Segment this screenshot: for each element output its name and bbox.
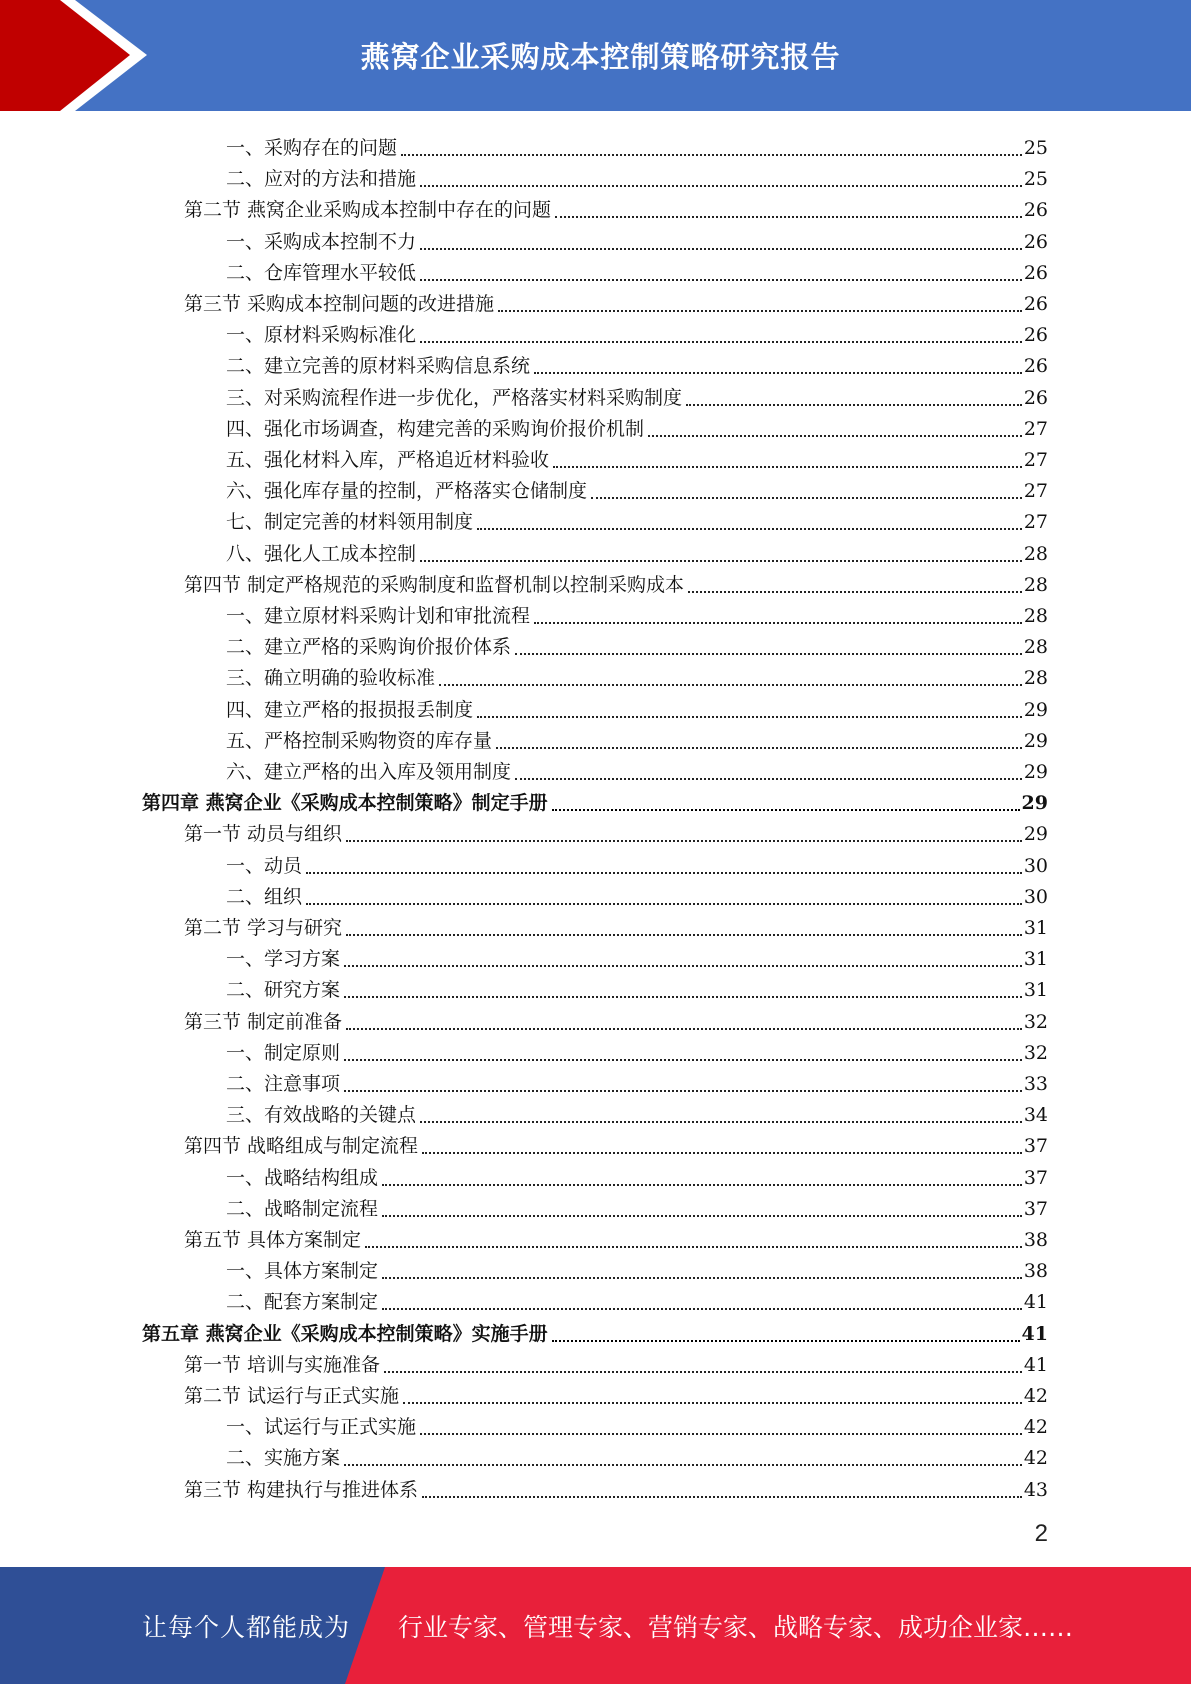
- toc-entry-page: 31: [1023, 917, 1048, 939]
- toc-entry-label: 五、强化材料入库，严格追近材料验收: [226, 449, 550, 471]
- toc-entry-item[interactable]: [226, 410, 1048, 441]
- toc-entry-item[interactable]: [226, 940, 1048, 971]
- toc-entry-page: 27: [1023, 417, 1048, 440]
- toc-entry-item[interactable]: [226, 535, 1048, 566]
- toc-leader-dots: [534, 621, 1022, 624]
- toc-entry-label: 第三节 制定前准备: [184, 1010, 343, 1033]
- toc-entry-page: 25: [1023, 168, 1048, 191]
- toc-entry-label: 第二节 学习与研究: [184, 917, 343, 939]
- toc-entry-item[interactable]: [226, 1159, 1048, 1190]
- toc-entry-label: 五、严格控制采购物资的库存量: [226, 729, 493, 752]
- toc-entry-page: 28: [1023, 605, 1048, 627]
- toc-entry-label: 二、仓库管理水平较低: [226, 261, 417, 284]
- toc-entry-item[interactable]: [226, 379, 1048, 410]
- toc-entry-label: 第三节 构建执行与推进体系: [184, 1478, 419, 1501]
- toc-leader-dots: [420, 559, 1022, 562]
- toc-leader-dots: [365, 1245, 1022, 1248]
- toc-entry-page: 37: [1023, 1166, 1048, 1189]
- toc-entry-page: 29: [1023, 698, 1048, 721]
- toc-entry-page: 26: [1023, 230, 1048, 253]
- toc-leader-dots: [552, 808, 1020, 811]
- toc-leader-dots: [384, 1370, 1022, 1373]
- toc-leader-dots: [553, 465, 1022, 468]
- toc-entry-item[interactable]: [226, 722, 1048, 753]
- toc-entry-label: 一、采购存在的问题: [226, 137, 398, 159]
- toc-entry-section[interactable]: [184, 566, 1048, 597]
- toc-entry-page: 28: [1023, 636, 1048, 659]
- toc-entry-label: 二、战略制定流程: [226, 1197, 379, 1220]
- toc-entry-section[interactable]: [184, 815, 1048, 846]
- toc-entry-section[interactable]: [184, 909, 1048, 940]
- toc-entry-page: 26: [1023, 199, 1048, 222]
- toc-entry-page: 42: [1023, 1447, 1048, 1470]
- toc-entry-item[interactable]: [226, 628, 1048, 659]
- toc-entry-label: 一、制定原则: [226, 1041, 341, 1064]
- toc-entry-page: 38: [1023, 1260, 1048, 1283]
- toc-entry-label: 三、对采购流程作进一步优化，严格落实材料采购制度: [226, 386, 683, 409]
- toc-entry-section[interactable]: [184, 1346, 1048, 1377]
- toc-entry-label: 第五节 具体方案制定: [184, 1229, 362, 1251]
- toc-entry-label: 第四节 制定严格规范的采购制度和监督机制以控制采购成本: [184, 573, 685, 596]
- toc-entry-page: 28: [1023, 542, 1048, 565]
- toc-leader-dots: [686, 403, 1022, 406]
- toc-entry-item[interactable]: [226, 691, 1048, 722]
- toc-entry-page: 25: [1023, 137, 1048, 159]
- toc-entry-item[interactable]: [226, 1034, 1048, 1065]
- toc-entry-section[interactable]: [184, 285, 1048, 316]
- toc-entry-page: 26: [1023, 324, 1048, 347]
- report-title: 燕窝企业采购成本控制策略研究报告: [360, 40, 841, 74]
- toc-entry-page: 38: [1023, 1229, 1048, 1251]
- toc-leader-dots: [403, 1401, 1022, 1404]
- toc-entry-label: 六、建立严格的出入库及领用制度: [226, 761, 512, 783]
- toc-entry-label: 一、具体方案制定: [226, 1260, 379, 1283]
- toc-entry-page: 41: [1023, 1353, 1048, 1376]
- toc-entry-label: 二、实施方案: [226, 1447, 341, 1470]
- toc-entry-item[interactable]: [226, 1190, 1048, 1221]
- toc-entry-page: 41: [1023, 1291, 1048, 1314]
- toc-leader-dots: [422, 1495, 1022, 1498]
- toc-entry-page: 29: [1023, 729, 1048, 752]
- toc-entry-item[interactable]: [226, 503, 1048, 534]
- toc-leader-dots: [420, 278, 1022, 281]
- toc-entry-label: 第四章 燕窝企业《采购成本控制策略》制定手册: [142, 792, 548, 815]
- toc-entry-item[interactable]: [226, 129, 1048, 160]
- toc-leader-dots: [346, 933, 1022, 936]
- toc-leader-dots: [477, 715, 1022, 718]
- toc-entry-page: 32: [1023, 1041, 1048, 1064]
- toc-leader-dots: [420, 184, 1022, 187]
- toc-entry-label: 二、应对的方法和措施: [226, 168, 417, 191]
- toc-entry-item[interactable]: [226, 316, 1048, 347]
- toc-leader-dots: [591, 496, 1022, 499]
- toc-leader-dots: [344, 995, 1022, 998]
- toc-entry-page: 33: [1023, 1073, 1048, 1095]
- toc-leader-dots: [344, 1089, 1022, 1092]
- toc-entry-item[interactable]: [226, 1065, 1048, 1096]
- toc-entry-section[interactable]: [184, 191, 1048, 222]
- toc-entry-page: 37: [1023, 1197, 1048, 1220]
- toc-entry-item[interactable]: [226, 659, 1048, 690]
- toc-entry-label: 四、建立严格的报损报丢制度: [226, 698, 474, 721]
- toc-leader-dots: [306, 871, 1022, 874]
- toc-entry-label: 二、注意事项: [226, 1073, 341, 1095]
- toc-leader-dots: [477, 527, 1022, 530]
- toc-leader-dots: [344, 1058, 1022, 1061]
- toc-entry-label: 二、组织: [226, 885, 303, 908]
- toc-entry-item[interactable]: [226, 472, 1048, 503]
- toc-entry-label: 一、动员: [226, 854, 303, 877]
- toc-leader-dots: [306, 902, 1022, 905]
- toc-entry-label: 二、研究方案: [226, 979, 341, 1002]
- toc-entry-label: 四、强化市场调查，构建完善的采购询价报价机制: [226, 417, 645, 440]
- toc-entry-page: 26: [1023, 355, 1048, 378]
- toc-leader-dots: [420, 1120, 1022, 1123]
- toc-entry-item[interactable]: [226, 441, 1048, 472]
- toc-leader-dots: [346, 839, 1022, 842]
- toc-entry-page: 26: [1023, 261, 1048, 284]
- toc-entry-item[interactable]: [226, 347, 1048, 378]
- toc-entry-item[interactable]: [226, 847, 1048, 878]
- toc-leader-dots: [515, 652, 1022, 655]
- toc-entry-page: 28: [1023, 667, 1048, 690]
- header-arrow-decoration: [0, 0, 150, 111]
- toc-entry-item[interactable]: [226, 1439, 1048, 1470]
- toc-entry-chapter[interactable]: [142, 784, 1048, 815]
- toc-entry-item[interactable]: [226, 160, 1048, 191]
- toc-leader-dots: [401, 153, 1022, 156]
- toc-entry-page: 31: [1023, 979, 1048, 1002]
- toc-leader-dots: [648, 434, 1022, 437]
- toc-entry-label: 八、强化人工成本控制: [226, 542, 417, 565]
- toc-leader-dots: [515, 777, 1022, 780]
- toc-entry-page: 29: [1023, 823, 1048, 846]
- toc-entry-label: 二、建立严格的采购询价报价体系: [226, 636, 512, 659]
- toc-entry-page: 29: [1021, 792, 1048, 815]
- toc-entry-page: 28: [1023, 573, 1048, 596]
- toc-entry-page: 34: [1023, 1104, 1048, 1127]
- toc-leader-dots: [420, 340, 1022, 343]
- toc-entry-label: 三、有效战略的关键点: [226, 1104, 417, 1127]
- toc-entry-label: 第二节 试运行与正式实施: [184, 1385, 400, 1407]
- toc-entry-section[interactable]: [184, 1127, 1048, 1158]
- toc-entry-page: 26: [1023, 386, 1048, 409]
- toc-entry-page: 29: [1023, 761, 1048, 783]
- toc-leader-dots: [344, 964, 1022, 967]
- toc-entry-chapter[interactable]: [142, 1315, 1048, 1346]
- toc-entry-label: 二、建立完善的原材料采购信息系统: [226, 355, 531, 378]
- toc-entry-label: 七、制定完善的材料领用制度: [226, 511, 474, 534]
- toc-entry-page: 43: [1023, 1478, 1048, 1501]
- toc-entry-label: 二、配套方案制定: [226, 1291, 379, 1314]
- toc-entry-page: 27: [1023, 480, 1048, 503]
- toc-leader-dots: [688, 590, 1022, 593]
- toc-leader-dots: [420, 1432, 1022, 1435]
- toc-entry-label: 六、强化库存量的控制，严格落实仓储制度: [226, 480, 588, 503]
- toc-leader-dots: [382, 1214, 1022, 1217]
- toc-entry-label: 第二节 燕窝企业采购成本控制中存在的问题: [184, 199, 552, 222]
- toc-entry-page: 31: [1023, 948, 1048, 971]
- toc-entry-page: 42: [1023, 1385, 1048, 1407]
- toc-entry-label: 第一节 培训与实施准备: [184, 1353, 381, 1376]
- toc-leader-dots: [555, 215, 1022, 218]
- toc-entry-item[interactable]: [226, 753, 1048, 784]
- footer-slogan-right: 行业专家、管理专家、营销专家、战略专家、成功企业家……: [398, 1612, 1074, 1642]
- toc-entry-item[interactable]: [226, 1283, 1048, 1314]
- toc-entry-section[interactable]: [184, 1003, 1048, 1034]
- toc-leader-dots: [382, 1276, 1022, 1279]
- page-header: [0, 0, 1191, 111]
- toc-entry-item[interactable]: [226, 1408, 1048, 1439]
- toc-leader-dots: [344, 1463, 1022, 1466]
- toc-entry-label: 一、建立原材料采购计划和审批流程: [226, 605, 531, 627]
- toc-entry-item[interactable]: [226, 878, 1048, 909]
- toc-entry-item[interactable]: [226, 971, 1048, 1002]
- toc-entry-page: 37: [1023, 1135, 1048, 1158]
- toc-entry-label: 第一节 动员与组织: [184, 823, 343, 846]
- toc-entry-page: 27: [1023, 511, 1048, 534]
- toc-leader-dots: [382, 1183, 1022, 1186]
- toc-leader-dots: [346, 1027, 1022, 1030]
- toc-entry-page: 41: [1021, 1322, 1048, 1345]
- toc-entry-label: 第三节 采购成本控制问题的改进措施: [184, 293, 495, 315]
- toc-entry-item[interactable]: [226, 1096, 1048, 1127]
- toc-entry-label: 第四节 战略组成与制定流程: [184, 1135, 419, 1158]
- toc-leader-dots: [420, 247, 1022, 250]
- toc-leader-dots: [422, 1151, 1022, 1154]
- toc-leader-dots: [496, 746, 1022, 749]
- toc-leader-dots: [439, 683, 1022, 686]
- toc-entry-label: 一、原材料采购标准化: [226, 324, 417, 347]
- page-number: 2: [1034, 1520, 1048, 1547]
- toc-entry-section[interactable]: [184, 1221, 1048, 1252]
- toc-leader-dots: [552, 1339, 1020, 1342]
- toc-leader-dots: [382, 1307, 1022, 1310]
- toc-entry-label: 一、战略结构组成: [226, 1166, 379, 1189]
- toc-entry-item[interactable]: [226, 254, 1048, 285]
- toc-entry-item[interactable]: [226, 597, 1048, 628]
- toc-entry-item[interactable]: [226, 1252, 1048, 1283]
- page-footer: [0, 1567, 1191, 1684]
- toc-entry-section[interactable]: [184, 1471, 1048, 1502]
- toc-entry-label: 第五章 燕窝企业《采购成本控制策略》实施手册: [142, 1322, 548, 1345]
- toc-entry-section[interactable]: [184, 1377, 1048, 1408]
- toc-entry-label: 一、学习方案: [226, 948, 341, 971]
- toc-entry-label: 一、采购成本控制不力: [226, 230, 417, 253]
- toc-entry-page: 30: [1023, 885, 1048, 908]
- toc-leader-dots: [498, 309, 1022, 312]
- toc-leader-dots: [534, 371, 1022, 374]
- toc-entry-label: 一、试运行与正式实施: [226, 1416, 417, 1439]
- toc-entry-page: 30: [1023, 854, 1048, 877]
- toc-entry-page: 27: [1023, 449, 1048, 471]
- footer-slogan-left: 让每个人都能成为: [142, 1612, 351, 1642]
- toc-entry-label: 三、确立明确的验收标准: [226, 667, 436, 690]
- toc-entry-page: 32: [1023, 1010, 1048, 1033]
- toc-entry-page: 42: [1023, 1416, 1048, 1439]
- toc-entry-item[interactable]: [226, 223, 1048, 254]
- toc-entry-page: 26: [1023, 293, 1048, 315]
